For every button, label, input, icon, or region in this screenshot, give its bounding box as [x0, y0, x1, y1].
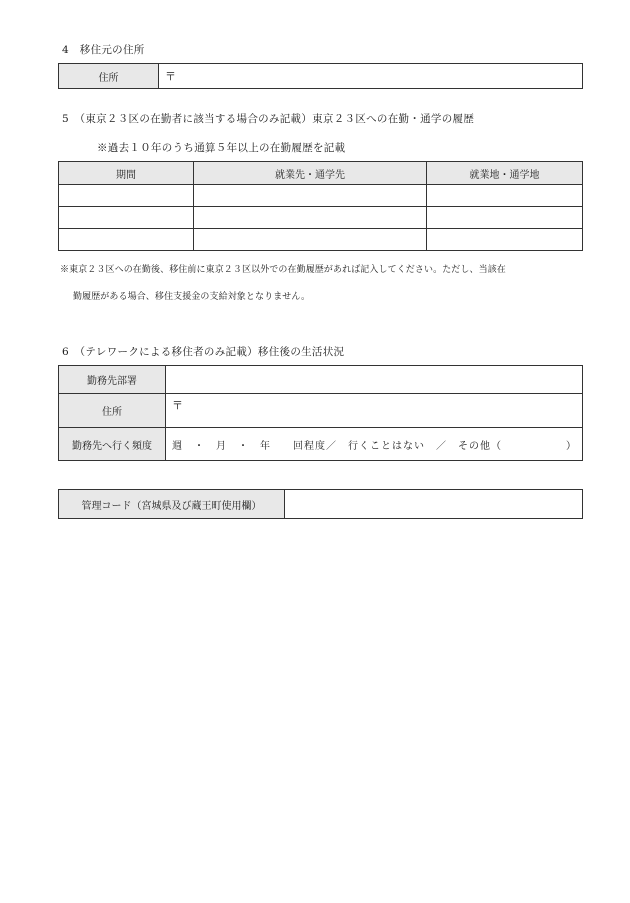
period-cell[interactable]	[59, 207, 194, 229]
origin-address-label: 住所	[59, 64, 159, 89]
period-cell[interactable]	[59, 229, 194, 251]
work-history-table	[58, 161, 583, 251]
frequency-options-text: 週 ・ 月 ・ 年 回程度／ 行くことはない ／ その他（	[172, 440, 502, 452]
visit-frequency-options	[172, 437, 576, 452]
location-cell[interactable]	[427, 229, 583, 251]
location-cell[interactable]	[427, 207, 583, 229]
admin-code-table	[58, 489, 583, 519]
origin-address-table	[58, 63, 583, 89]
employer-department-field[interactable]	[166, 366, 583, 394]
section5-note-line2: 勤履歴がある場合、移住支援金の支給対象となりません。	[73, 292, 311, 302]
employer-cell[interactable]	[194, 185, 427, 207]
telework-address-label: 住所	[59, 394, 166, 428]
admin-code-field[interactable]	[285, 490, 583, 519]
column-header-period: 期間	[59, 162, 194, 185]
visit-frequency-field[interactable]	[166, 428, 583, 461]
table-row	[59, 185, 583, 207]
visit-frequency-label: 勤務先へ行く頻度	[59, 428, 166, 461]
postal-mark: 〒	[172, 399, 183, 412]
column-header-location: 就業地・通学地	[427, 162, 583, 185]
admin-code-label: 管理コード（宮城県及び蔵王町使用欄）	[59, 490, 285, 519]
column-header-employer: 就業先・通学先	[194, 162, 427, 185]
telework-address-field[interactable]	[166, 394, 583, 428]
section5-subheading: ※過去１０年のうち通算５年以上の在勤履歴を記載	[97, 142, 346, 154]
employer-cell[interactable]	[194, 207, 427, 229]
location-cell[interactable]	[427, 185, 583, 207]
table-row	[59, 207, 583, 229]
employer-cell[interactable]	[194, 229, 427, 251]
section6-heading: 6 （テレワークによる移住者のみ記載）移住後の生活状況	[62, 346, 345, 358]
employer-department-label: 勤務先部署	[59, 366, 166, 394]
telework-status-table	[58, 365, 583, 461]
frequency-close-paren: ）	[566, 440, 576, 452]
table-row	[59, 229, 583, 251]
section5-note-line1: ※東京２３区への在勤後、移住前に東京２３区以外での在勤履歴があれば記入してください。ただし、当該在	[60, 265, 506, 275]
origin-address-field[interactable]	[159, 64, 583, 89]
section5-heading: 5 （東京２３区の在勤者に該当する場合のみ記載）東京２３区への在勤・通学の履歴	[62, 113, 475, 125]
period-cell[interactable]	[59, 185, 194, 207]
postal-mark: 〒	[165, 70, 176, 83]
section4-heading: 4 移住元の住所	[62, 44, 145, 56]
